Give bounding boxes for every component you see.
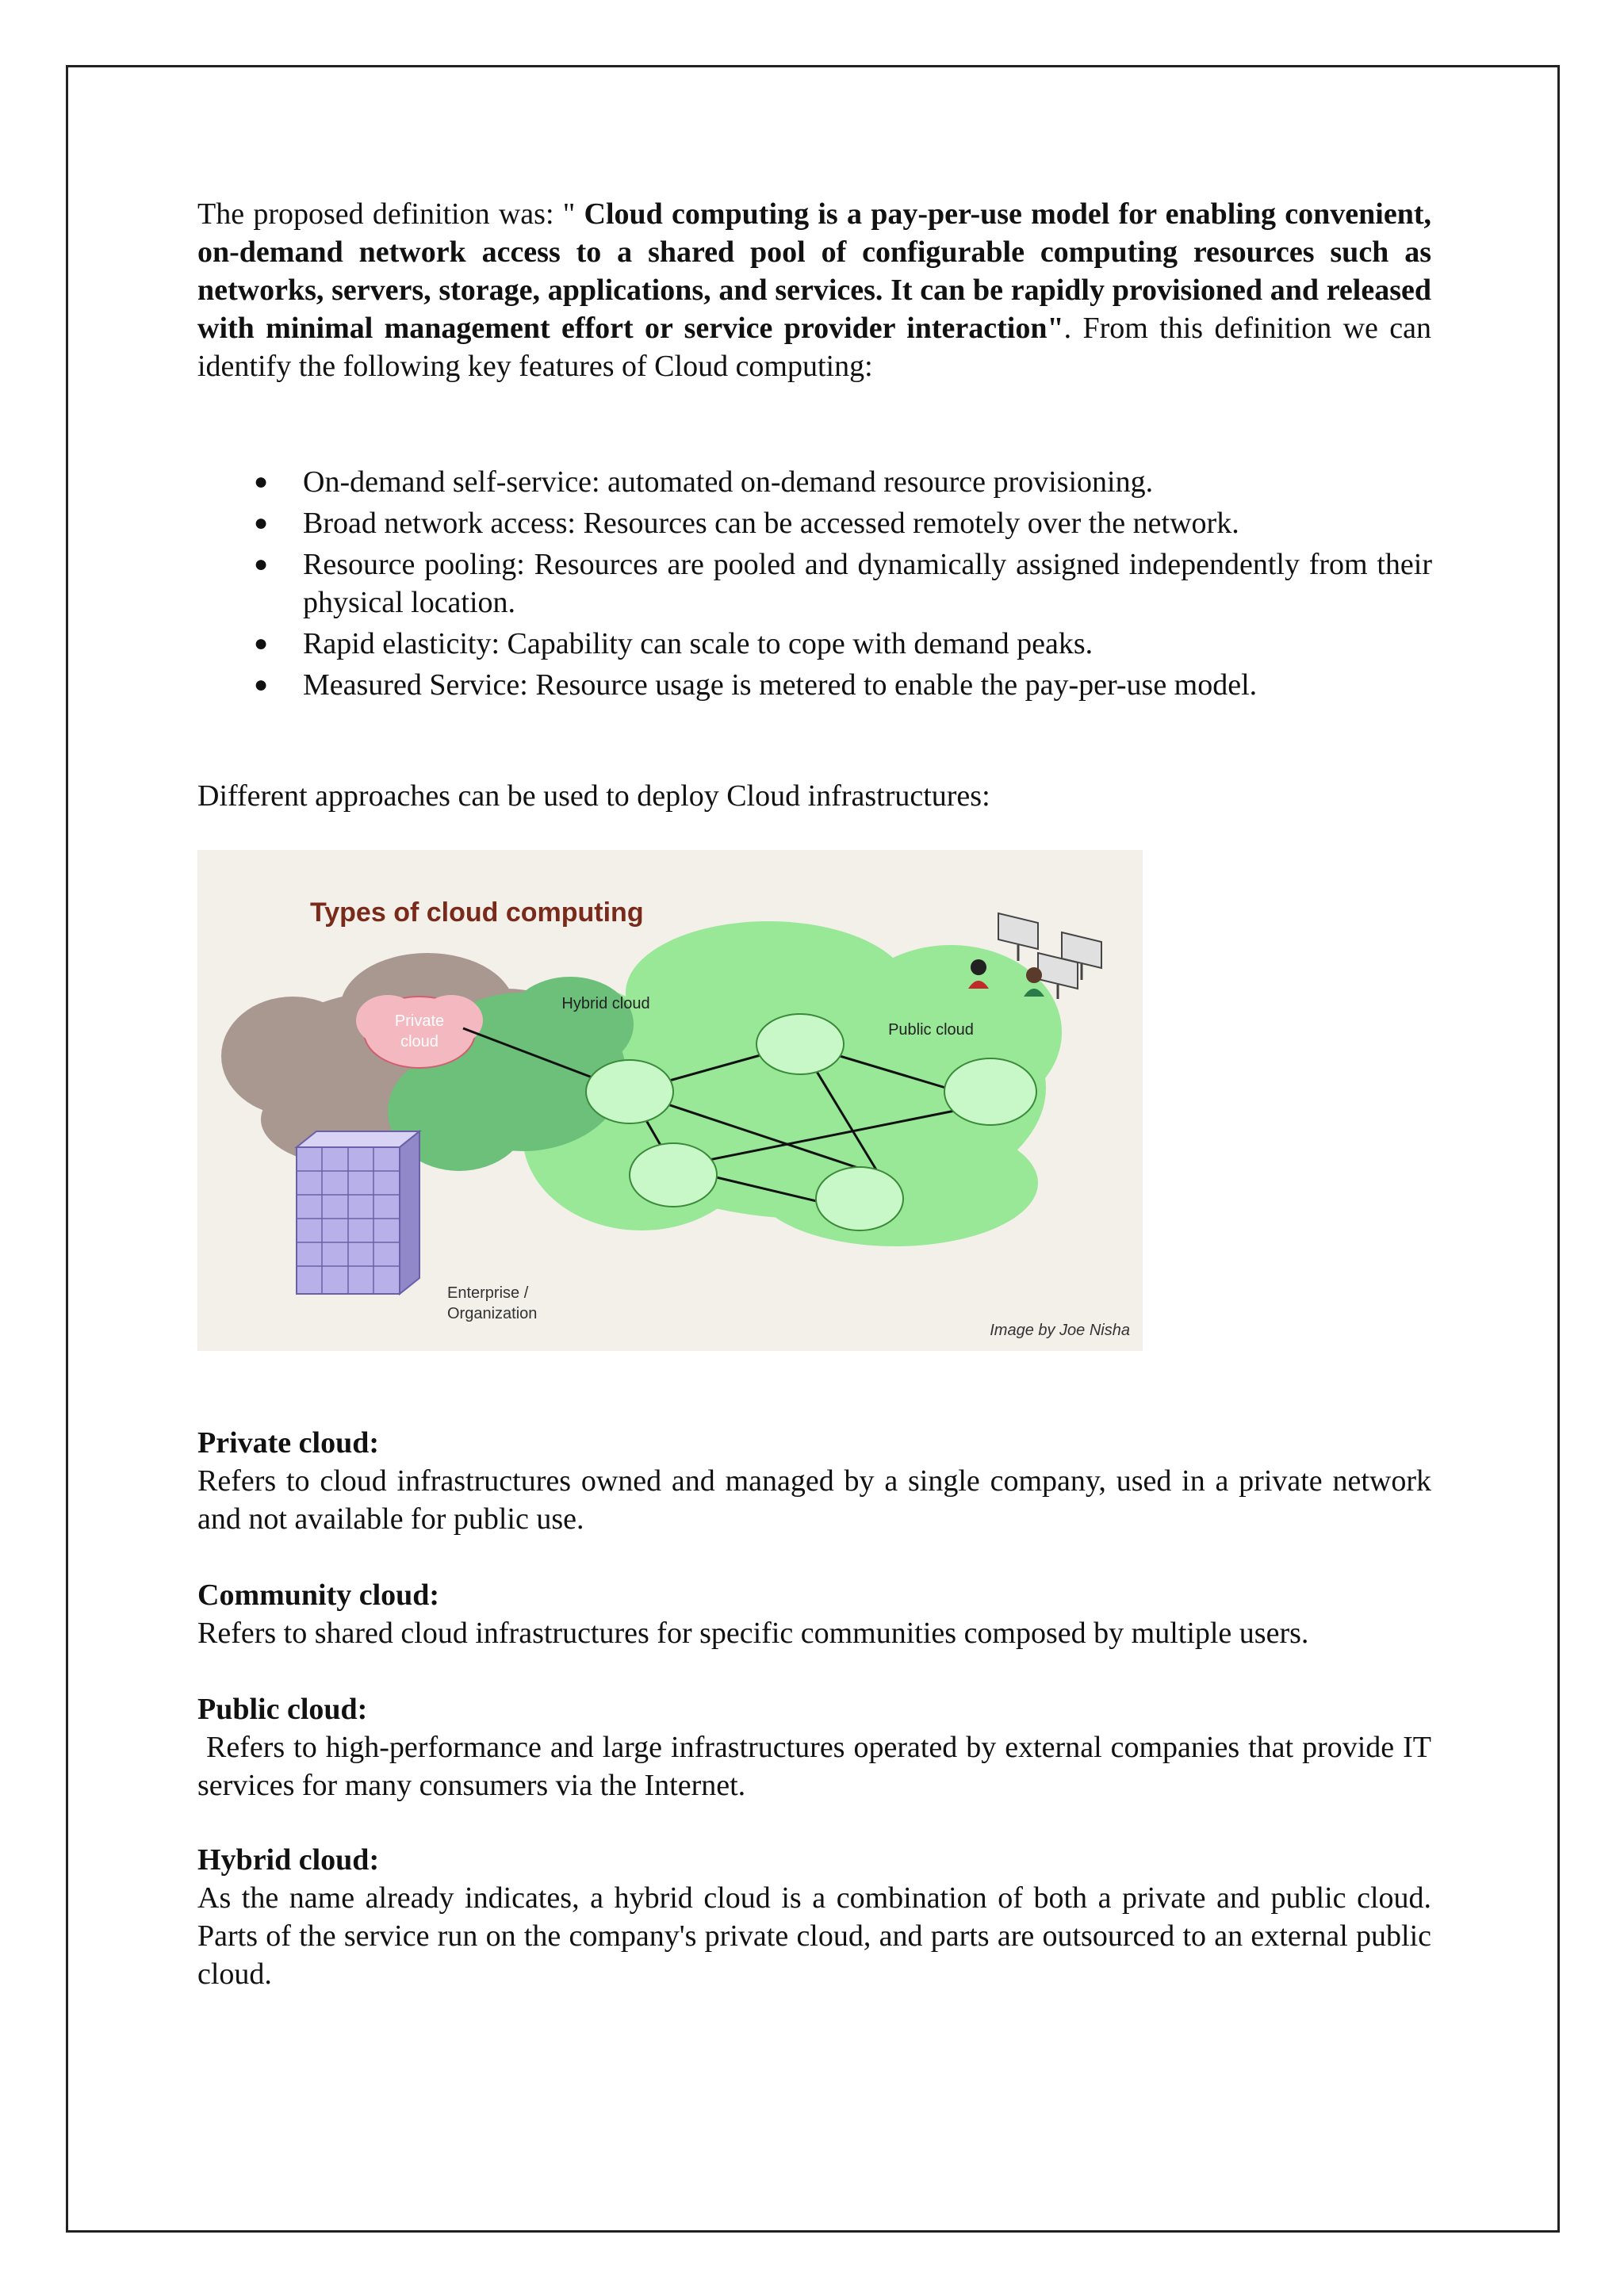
- list-item: ● Broad network access: Resources can be accessed remotely over the network.: [238, 504, 1432, 542]
- private-cloud-label: Private: [394, 1012, 445, 1030]
- public-cloud-section: [197, 1690, 1439, 1804]
- community-cloud-section: [197, 1576, 1431, 1652]
- cloud-types-figure: [197, 850, 1143, 1351]
- enterprise-label: Enterprise /: [447, 1284, 529, 1302]
- private-cloud-section: [197, 1424, 1431, 1538]
- feature-list: [238, 463, 1432, 707]
- section-heading: Public cloud:: [197, 1693, 368, 1726]
- private-cloud-label: cloud: [400, 1033, 439, 1050]
- section-body: Refers to shared cloud infrastructures for specific communities composed by multiple users.: [197, 1617, 1309, 1650]
- list-item: ● Measured Service: Resource usage is metered to enable the pay-per-use model.: [238, 666, 1432, 704]
- section-heading: Hybrid cloud:: [197, 1843, 380, 1877]
- bullet-icon: ●: [254, 469, 269, 495]
- bullet-icon: ●: [254, 630, 269, 656]
- enterprise-building-icon: [297, 1131, 419, 1294]
- section-body: As the name already indicates, a hybrid cloud is a combination of both a private and public cloud. Parts of the service run on the company's private cloud, and parts are outsourced to an external public cloud.: [197, 1881, 1431, 1991]
- bullet-icon: ●: [254, 672, 269, 698]
- public-cloud-label: Public cloud: [888, 1021, 974, 1039]
- intro-tail: . From this definition we can identify the following key features of Cloud computing:: [197, 312, 1431, 383]
- figure-title: Types of cloud computing: [310, 897, 644, 928]
- list-item: ● Rapid elasticity: Capability can scale to cope with demand peaks.: [238, 625, 1432, 663]
- list-item: ● On-demand self-service: automated on-demand resource provisioning.: [238, 463, 1432, 501]
- cloud-definition: Cloud computing is a pay-per-use model for enabling convenient, on-demand network access to a shared pool of configurable computing resources such as networks, servers, storage, applications, and services. It can be rapidly provisioned and released with minimal management effort or service provider interaction": [197, 197, 1431, 345]
- approaches-text: Different approaches can be used to deploy Cloud infrastructures:: [197, 779, 990, 813]
- intro-paragraph: [197, 195, 1431, 385]
- section-body: Refers to cloud infrastructures owned and managed by a single company, used in a private network and not available for public use.: [197, 1464, 1431, 1536]
- intro-lead: The proposed definition was: ": [197, 197, 584, 231]
- list-item: ● Resource pooling: Resources are pooled and dynamically assigned independently from their physical location.: [238, 545, 1432, 622]
- enterprise-label: Organization: [447, 1305, 538, 1322]
- section-body: Refers to high-performance and large infrastructures operated by external companies that provide IT services for many consumers via the Internet.: [197, 1731, 1439, 1802]
- image-credit: Image by Joe Nisha: [990, 1322, 1130, 1339]
- hybrid-cloud-label: Hybrid cloud: [561, 995, 650, 1012]
- bullet-icon: ●: [254, 510, 269, 536]
- section-heading: Private cloud:: [197, 1426, 380, 1460]
- section-heading: Community cloud:: [197, 1578, 440, 1612]
- bullet-icon: ●: [254, 551, 269, 577]
- hybrid-cloud-section: [197, 1841, 1431, 1993]
